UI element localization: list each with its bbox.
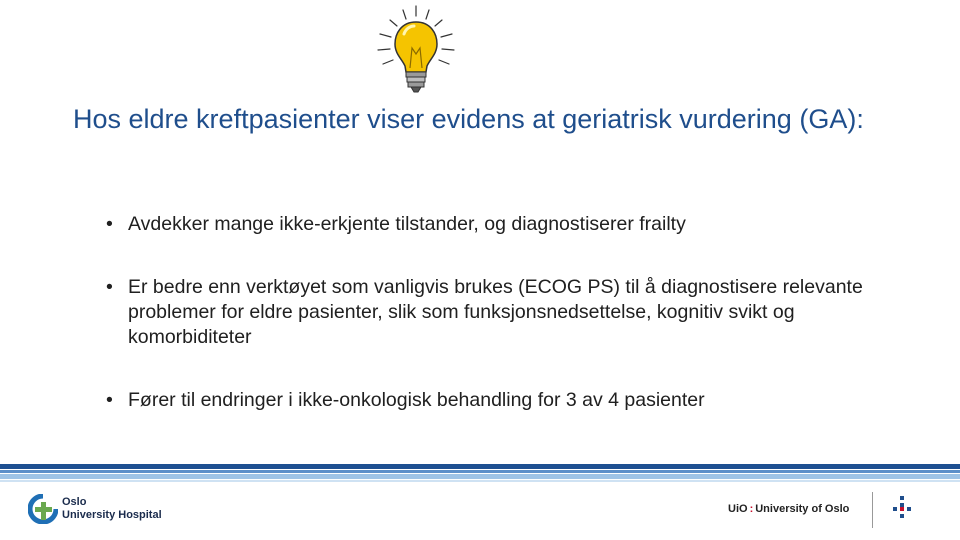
uio-short: UiO xyxy=(728,503,748,515)
uio-divider xyxy=(872,492,873,528)
bullet-item xyxy=(106,275,866,350)
uio-separator: : xyxy=(749,503,754,515)
bullet-marker: • xyxy=(106,389,113,411)
uio-logo xyxy=(728,500,938,528)
uio-full-name: University of Oslo xyxy=(755,503,850,515)
ous-cross-logo xyxy=(28,494,58,524)
bullet-text: Avdekker mange ikke-erkjente tilstander, og diagnostiserer frailty xyxy=(128,213,686,235)
uio-name xyxy=(728,503,849,515)
ous-line1: Oslo xyxy=(62,496,87,508)
ous-logo xyxy=(28,494,178,528)
ous-name xyxy=(62,496,162,522)
bullet-item xyxy=(106,212,866,237)
footer-band xyxy=(0,460,960,488)
bullet-marker: • xyxy=(106,276,113,298)
bullet-text: Fører til endringer i ikke-onkologisk behandling for 3 av 4 pasienter xyxy=(128,389,705,411)
bullet-item xyxy=(106,388,866,413)
bullet-marker: • xyxy=(106,213,113,235)
ous-line2: University Hospital xyxy=(62,509,162,521)
bullet-list xyxy=(106,212,866,413)
slide-title: Hos eldre kreftpasienter viser evidens at geriatrisk vurdering (GA): xyxy=(73,104,864,134)
lightbulb-icon xyxy=(368,4,464,96)
uio-dots-logo xyxy=(890,494,914,524)
bullet-text: Er bedre enn verktøyet som vanligvis brukes (ECOG PS) til å diagnostisere relevante problemer for eldre pasienter, slik som funksjonsnedsettelse, kognitiv svikt og komorbiditeter xyxy=(128,276,863,348)
